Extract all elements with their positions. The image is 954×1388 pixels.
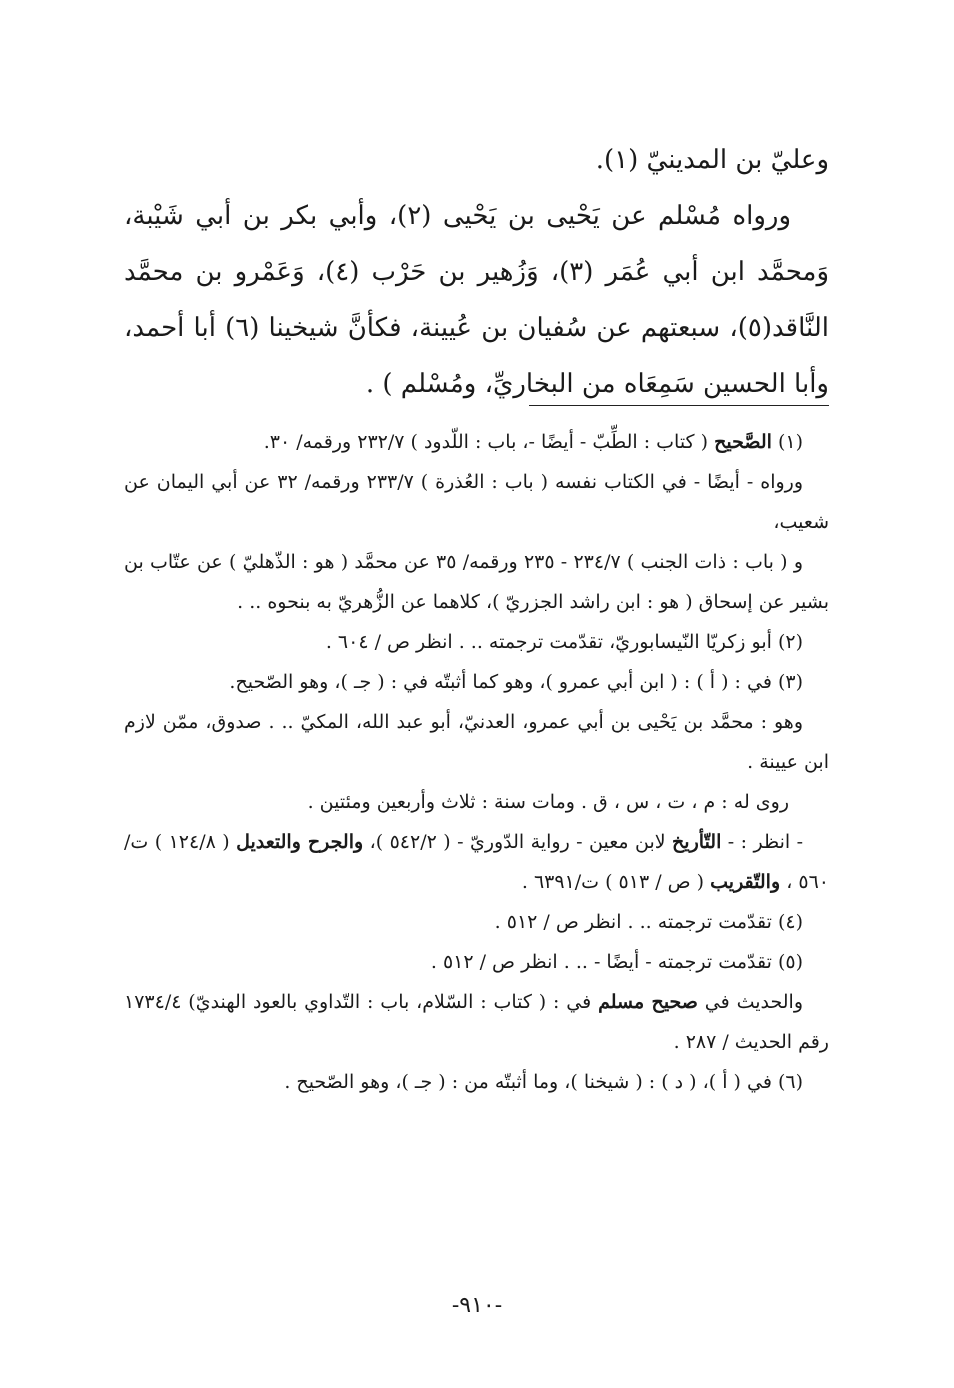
main-paragraph: ورواه مُسْلم عن يَحْيى بن يَحْيى (٢)، وأبي بكر بن أبي شَيْبة، وَمحمَّد ابن أبي عُمَر (٣)، وَزُهير بن حَرْب (٤)، وَعَمْرو بن محمَّد النَّاقد(٥)، سبعتهم عن سُفيان بن عُيينة، فكأنَّ شيخينا (٦) أبا أحمد، وأبا الحسين سَمِعَاه من البخاريِّ، ومُسْلم ) . xyxy=(124,201,830,399)
footnote-3-references: - انظر : - التّأريخ لابن معين - رواية الدّوريّ - ( ٥٤٢/٢ )، والجرح والتعديل ( ١٢٤/٨ ) ت/٥٦٠ ، والتّقريب ( ص / ٥١٣ ) ت/٦٣٩١ . xyxy=(124,831,829,893)
footnote-2: (٢) أبو زكريّا النّيسابوريّ، تقدّمت ترجمته .. . انظر ص / ٦٠٤ . xyxy=(325,631,803,653)
footnotes xyxy=(124,422,829,1102)
book-title: التّأريخ xyxy=(672,831,722,853)
book-title: والتّقريب xyxy=(710,871,781,893)
footnote-1-continued-2: و ( باب : ذات الجنب ) ٢٣٤/٧ - ٢٣٥ ورقمه/ ٣٥ عن محمَّد ( هو : الذّهليّ ) عن عتّاب بن بشير عن إسحاق ( هو : ابن راشد الجزريّ )، كلاهما عن الزُّهريّ به بنحوه .. . xyxy=(124,551,829,613)
footnote-5-continued: والحديث في صحيح مسلم في : ( كتاب : السّلام، باب : التّداوي بالعود الهنديّ) ١٧٣٤/٤ رقم الحديث / ٢٨٧ . xyxy=(124,991,829,1053)
main-line-continuation: وعليّ بن المدينيّ (١). xyxy=(595,145,829,175)
page-number: -٩١٠- xyxy=(451,1293,503,1318)
footnote-3-continued: وهو : محمَّد بن يَحْيى بن أبي عمرو، العدنيّ، أبو عبد الله، المكيّ .. . صدوق، ممّن لازم ابن عيينة . xyxy=(124,711,829,773)
footnote-3: (٣) في : ( أ ) : ( ابن أبي عمرو )، وهو كما أثبتّه في : ( جـ )، وهو الصّحيح. xyxy=(229,671,803,693)
footnote-separator xyxy=(529,405,829,406)
footnote-3-continued-2: روى له : م ، ت ، س ، ق . ومات سنة : ثلاث وأربعين ومئتين . xyxy=(307,791,789,813)
footnote-1: (١) الصَّحيح ( كتاب : الطِّبّ - أيضًا -، باب : اللّدود ) ٢٣٢/٧ ورقمه/ ٣٠. xyxy=(263,431,803,453)
main-text xyxy=(124,132,829,412)
book-title: الصَّحيح xyxy=(714,431,772,453)
footnote-6: (٦) في ( أ )، ( د ) : ( شيخنا )، وما أثبتّه من : ( جـ )، وهو الصّحيح . xyxy=(284,1071,803,1093)
footnote-1-continued: ورواه - أيضًا - في الكتاب نفسه ( باب : العُذرة ) ٢٣٣/٧ ورقمه/ ٣٢ عن أبي اليمان عن شعيب، xyxy=(124,471,829,533)
footnote-4: (٤) تقدّمت ترجمته .. . انظر ص / ٥١٢ . xyxy=(494,911,803,933)
footnote-5: (٥) تقدّمت ترجمته - أيضًا - .. . انظر ص / ٥١٢ . xyxy=(430,951,803,973)
book-title: والجرح والتعديل xyxy=(236,831,364,853)
book-title: صحيح مسلم xyxy=(598,991,698,1013)
